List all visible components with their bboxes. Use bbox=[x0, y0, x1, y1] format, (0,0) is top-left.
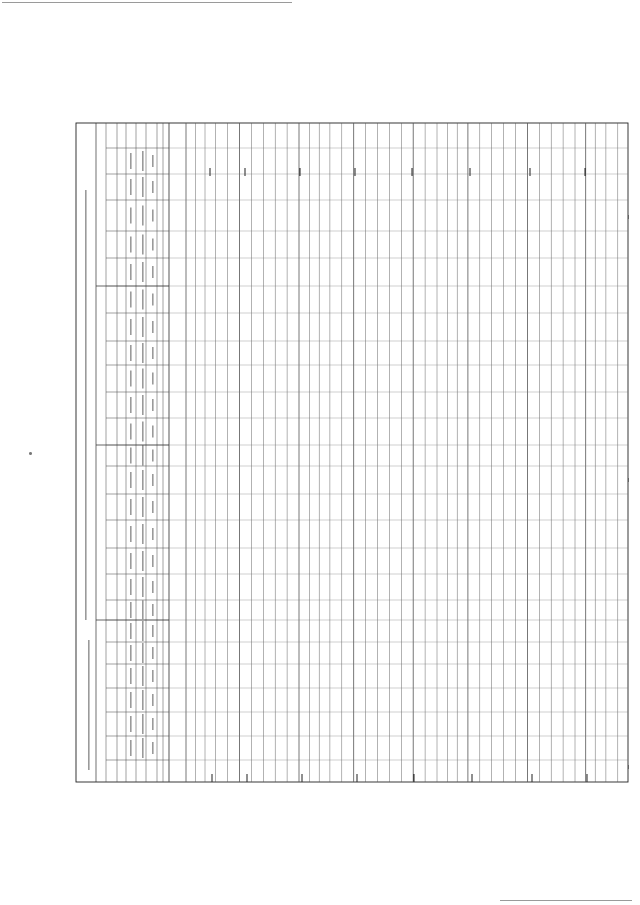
column-header-text bbox=[142, 177, 144, 197]
table-title-text bbox=[88, 640, 90, 770]
column-header-text bbox=[130, 692, 132, 708]
column-header-text bbox=[130, 264, 132, 280]
column-header-text bbox=[130, 472, 132, 488]
column-header-text bbox=[152, 347, 154, 359]
column-header-text bbox=[142, 446, 144, 466]
column-header-text bbox=[152, 450, 154, 462]
column-header-text bbox=[152, 294, 154, 306]
column-header-text bbox=[152, 399, 154, 411]
column-header-text bbox=[130, 553, 132, 569]
column-header-text bbox=[152, 239, 154, 251]
column-header-text bbox=[142, 343, 144, 363]
column-header-text bbox=[142, 470, 144, 490]
column-header-text bbox=[130, 668, 132, 684]
column-header-text bbox=[130, 716, 132, 732]
column-header-text bbox=[142, 206, 144, 226]
column-header-text bbox=[130, 740, 132, 756]
column-header-text bbox=[152, 474, 154, 486]
column-header-text bbox=[152, 321, 154, 333]
column-header-text bbox=[152, 373, 154, 385]
column-header-text bbox=[142, 317, 144, 337]
column-header-text bbox=[142, 524, 144, 544]
column-header-text bbox=[152, 210, 154, 222]
column-header-text bbox=[130, 499, 132, 515]
column-header-text bbox=[130, 179, 132, 195]
column-header-text bbox=[152, 155, 154, 167]
column-header-text bbox=[130, 579, 132, 595]
column-header-text bbox=[142, 395, 144, 415]
column-header-text bbox=[130, 319, 132, 335]
column-header-text bbox=[152, 426, 154, 438]
column-header-text bbox=[142, 621, 144, 641]
column-header-text bbox=[130, 371, 132, 387]
table-title-text bbox=[85, 190, 87, 620]
column-header-text bbox=[130, 292, 132, 308]
column-header-text bbox=[142, 235, 144, 255]
column-header-text bbox=[130, 397, 132, 413]
column-header-text bbox=[152, 742, 154, 754]
column-header-text bbox=[142, 577, 144, 597]
column-header-text bbox=[152, 266, 154, 278]
column-header-text bbox=[142, 738, 144, 758]
column-header-text bbox=[152, 555, 154, 567]
column-header-text bbox=[152, 694, 154, 706]
column-header-text bbox=[142, 690, 144, 710]
column-header-text bbox=[130, 153, 132, 169]
column-header-text bbox=[130, 345, 132, 361]
column-header-text bbox=[152, 625, 154, 637]
column-header-text bbox=[142, 369, 144, 389]
table-frame bbox=[76, 123, 628, 782]
column-header-text bbox=[142, 262, 144, 282]
column-header-text bbox=[130, 208, 132, 224]
column-header-text bbox=[130, 602, 132, 618]
column-header-text bbox=[152, 581, 154, 593]
column-header-text bbox=[130, 623, 132, 639]
column-header-text bbox=[142, 600, 144, 620]
column-header-text bbox=[142, 497, 144, 517]
column-header-text bbox=[152, 718, 154, 730]
column-header-text bbox=[152, 501, 154, 513]
column-header-text bbox=[142, 151, 144, 171]
column-header-text bbox=[130, 424, 132, 440]
table-grid bbox=[76, 123, 628, 782]
column-header-text bbox=[130, 645, 132, 661]
column-header-text bbox=[130, 526, 132, 542]
column-header-text bbox=[142, 290, 144, 310]
column-header-text bbox=[142, 714, 144, 734]
column-header-text bbox=[152, 647, 154, 659]
column-header-text bbox=[142, 422, 144, 442]
column-header-text bbox=[152, 181, 154, 193]
column-header-text bbox=[142, 666, 144, 686]
column-header-text bbox=[142, 551, 144, 571]
column-header-text bbox=[130, 237, 132, 253]
column-header-text bbox=[152, 670, 154, 682]
column-header-text bbox=[152, 604, 154, 616]
column-header-text bbox=[142, 643, 144, 663]
column-header-text bbox=[130, 448, 132, 464]
column-header-text bbox=[152, 528, 154, 540]
